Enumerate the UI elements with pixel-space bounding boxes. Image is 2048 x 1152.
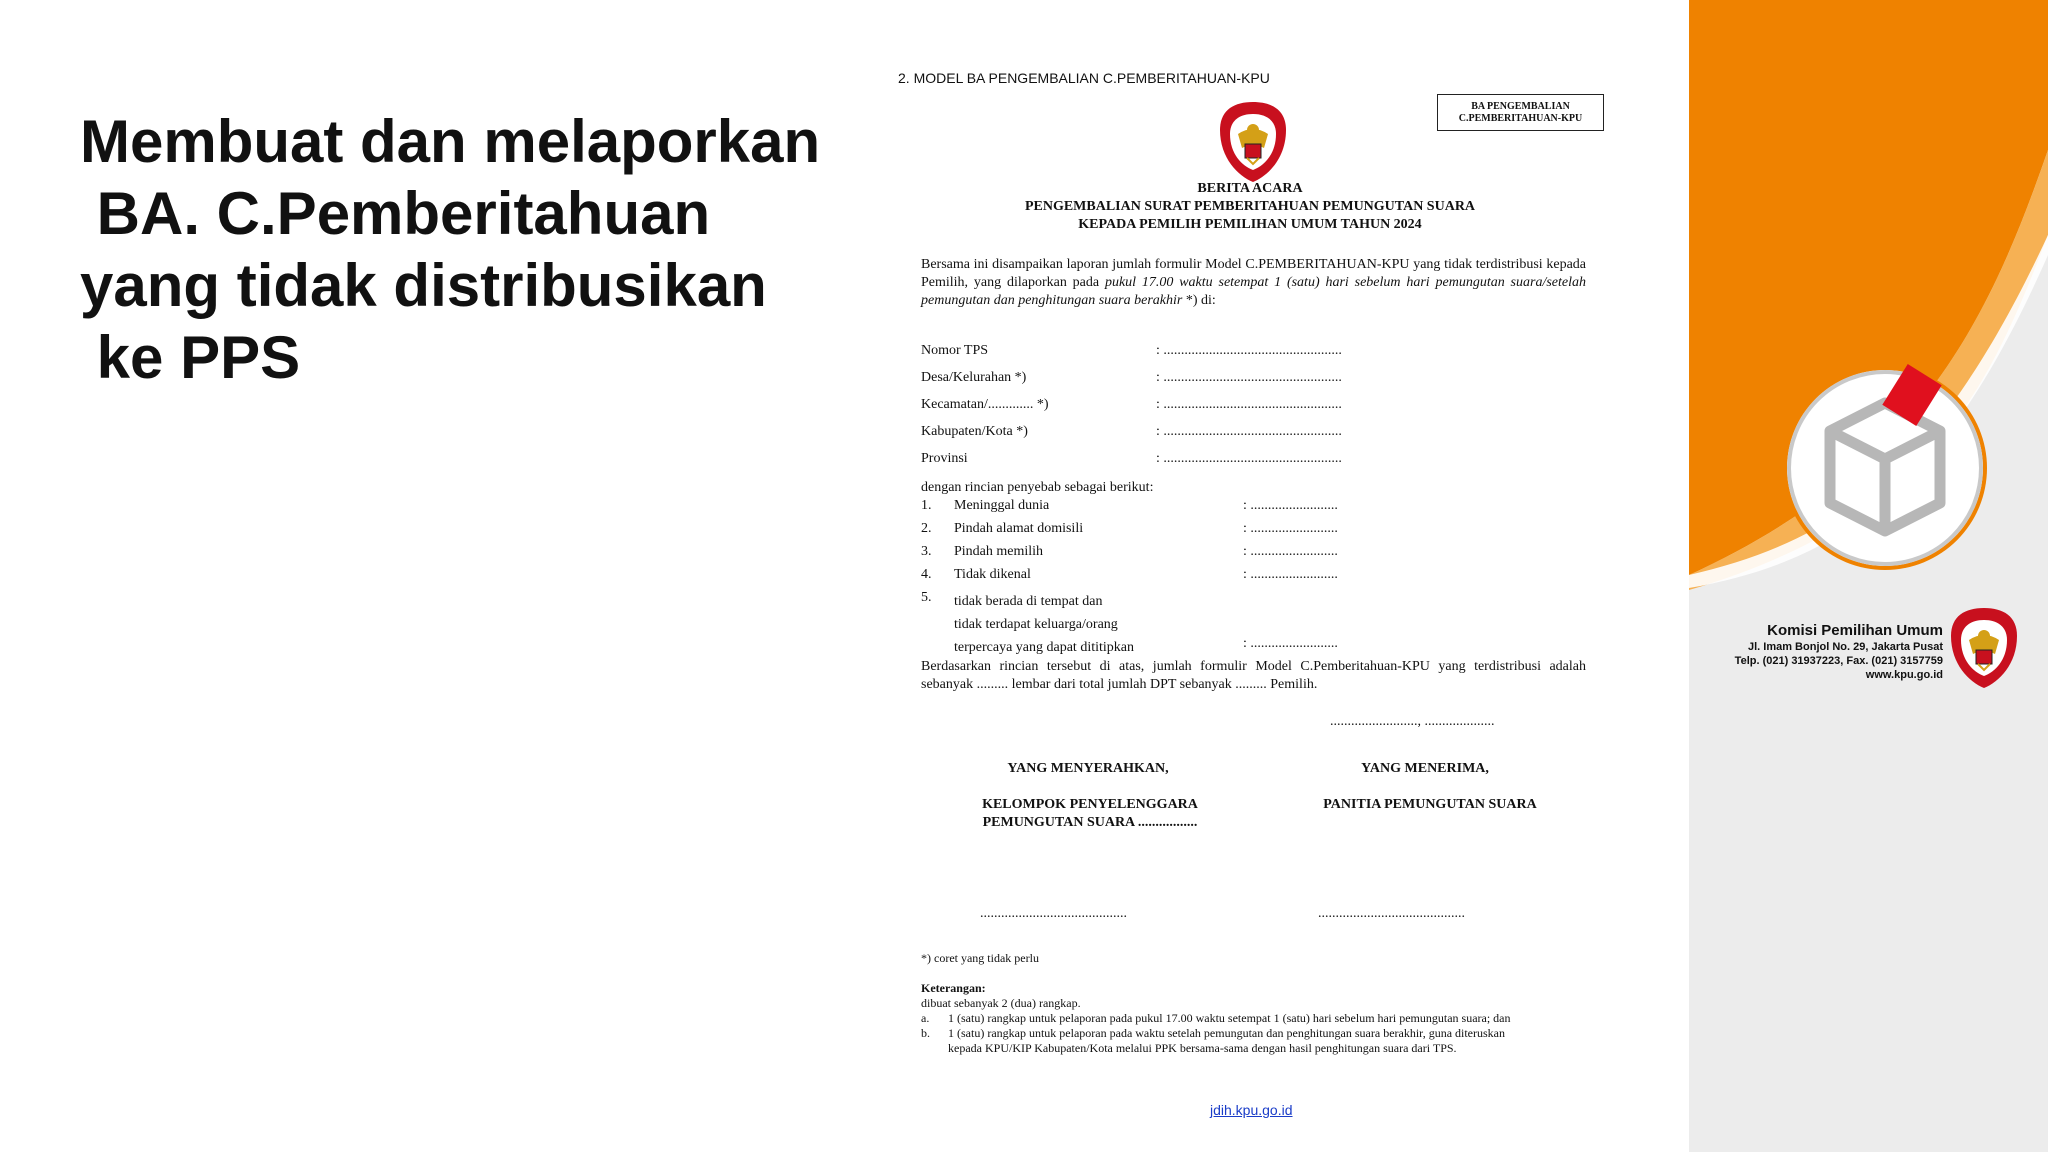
signature-line-right: .......................................... xyxy=(1318,906,1465,921)
reason-text-line: tidak berada di tempat dan xyxy=(954,594,1103,609)
heading-line: KEPADA PEMILIH PEMILIHAN UMUM TAHUN 2024 xyxy=(1078,217,1422,232)
reason-text: Pindah memilih xyxy=(954,544,1044,559)
field-value: : ................................................... xyxy=(1156,397,1342,412)
heading-line: PENGEMBALIAN SURAT PEMBERITAHUAN PEMUNGUTAN SUARA xyxy=(1024,199,1476,214)
doc-form-badge xyxy=(1437,94,1604,131)
org-website: www.kpu.go.id xyxy=(1865,669,1943,681)
field-label: Kabupaten/Kota *) xyxy=(921,424,1028,439)
keterangan-letter: b. xyxy=(921,1026,930,1040)
keterangan-intro: dibuat sebanyak 2 (dua) rangkap. xyxy=(921,996,1081,1010)
reason-item xyxy=(921,590,1421,660)
reason-number: 3. xyxy=(921,544,932,559)
heading-line: BERITA ACARA xyxy=(1197,181,1303,196)
reasons-list xyxy=(921,498,1421,660)
title-line: Membuat dan melaporkan xyxy=(80,108,821,175)
orange-swoosh xyxy=(1689,0,2048,1152)
reason-number: 1. xyxy=(921,498,932,513)
keterangan-title: Keterangan: xyxy=(921,981,986,995)
reason-value: : ......................... xyxy=(1243,567,1338,582)
field-label: Nomor TPS xyxy=(921,343,989,358)
location-fields xyxy=(921,343,1421,478)
ba-document xyxy=(880,60,1620,1130)
receiver-title: YANG MENERIMA, xyxy=(1361,761,1489,776)
kpu-emblem-icon xyxy=(1216,100,1290,184)
org-phone: Telp. (021) 31937223, Fax. (021) 3157759 xyxy=(1734,655,1943,667)
reason-text: Pindah alamat domisili xyxy=(954,521,1084,536)
badge-line: C.PEMBERITAHUAN-KPU xyxy=(1458,113,1583,124)
giver-org-line: PEMUNGUTAN SUARA ................. xyxy=(982,815,1198,830)
slide-title xyxy=(80,106,840,394)
field-value: : ................................................... xyxy=(1156,451,1342,466)
org-address: Jl. Imam Bonjol No. 29, Jakarta Pusat xyxy=(1747,641,1943,653)
field-row xyxy=(921,424,1421,451)
reason-text-line: tidak terdapat keluarga/orang xyxy=(954,617,1118,632)
field-label: Desa/Kelurahan *) xyxy=(921,370,1027,385)
reasons-intro: dengan rincian penyebab sebagai berikut: xyxy=(921,480,1154,495)
ballot-box-icon xyxy=(1780,363,1990,573)
field-row xyxy=(921,370,1421,397)
keterangan-letter: a. xyxy=(921,1011,930,1025)
reason-item xyxy=(921,498,1421,521)
reason-number: 5. xyxy=(921,590,932,605)
jdih-link[interactable]: jdih.kpu.go.id xyxy=(1210,1102,1293,1118)
keterangan-text: 1 (satu) rangkap untuk pelaporan pada pukul 17.00 waktu setempat 1 (satu) hari sebelum hari pemungutan suara; dan xyxy=(948,1011,1511,1025)
badge-line: BA PENGEMBALIAN xyxy=(1471,101,1570,112)
title-line: ke PPS xyxy=(80,324,301,391)
intro-text-end: *) di: xyxy=(1182,293,1216,308)
reason-item xyxy=(921,544,1421,567)
doc-summary: Berdasarkan rincian tersebut di atas, jumlah formulir Model C.Pemberitahuan-KPU yang terdistribusi adalah sebanyak ......... lembar dari total jumlah DPT sebanyak ......... Pemilih. xyxy=(921,659,1586,692)
giver-title: YANG MENYERAHKAN, xyxy=(1007,761,1169,776)
intro-text: Bersama ini disampaikan laporan jumlah formulir Model C.PEMBERITAHUAN-KPU yang tidak terdistribusi kepada Pemilih, yang dilaporkan pada xyxy=(921,257,1586,290)
reason-text: Meninggal dunia xyxy=(954,498,1050,513)
keterangan xyxy=(921,981,1541,1056)
doc-heading xyxy=(880,180,1620,234)
reason-text: Tidak dikenal xyxy=(954,567,1031,582)
org-name: Komisi Pemilihan Umum xyxy=(1767,622,1943,639)
reason-value: : ......................... xyxy=(1243,544,1338,559)
title-line: BA. C.Pemberitahuan xyxy=(80,180,711,247)
field-label: Provinsi xyxy=(921,451,968,466)
field-row xyxy=(921,397,1421,424)
field-value: : ................................................... xyxy=(1156,343,1342,358)
keterangan-item xyxy=(921,1026,1541,1056)
giver-org-line: KELOMPOK PENYELENGGARA xyxy=(982,797,1198,812)
intro-italic: pukul 17.00 waktu setempat 1 (satu) hari sebelum hari pemungutan suara/setelah pemungutan dan penghitungan suara berakhir xyxy=(921,275,1586,308)
receiver-org: PANITIA PEMUNGUTAN SUARA xyxy=(1323,797,1537,812)
reason-text-line: terpercaya yang dapat dititipkan xyxy=(954,640,1134,655)
doc-model-label: 2. MODEL BA PENGEMBALIAN C.PEMBERITAHUAN-KPU xyxy=(898,70,1270,86)
giver-org xyxy=(940,796,1240,832)
side-panel xyxy=(1689,0,2048,1152)
keterangan-text: 1 (satu) rangkap untuk pelaporan pada waktu setelah pemungutan dan penghitungan suara berakhir, guna diteruskan kepada KPU/KIP Kabupaten/Kota melalui PPK bersama-sama dengan hasil penghitungan suara dari TPS. xyxy=(948,1026,1506,1055)
field-value: : ................................................... xyxy=(1156,370,1342,385)
keterangan-item xyxy=(921,1011,1541,1026)
signature-line-left: .......................................... xyxy=(980,906,1127,921)
reason-text xyxy=(954,590,1134,659)
field-label: Kecamatan/............. *) xyxy=(921,397,1049,412)
doc-footnote: *) coret yang tidak perlu xyxy=(921,951,1039,965)
field-row xyxy=(921,451,1421,478)
kpu-contact-block xyxy=(1695,622,1943,682)
reason-item xyxy=(921,567,1421,590)
field-value: : ................................................... xyxy=(1156,424,1342,439)
reason-value: : ......................... xyxy=(1243,498,1338,513)
reason-number: 2. xyxy=(921,521,932,536)
place-date: ........................., .................... xyxy=(1330,714,1495,729)
reason-number: 4. xyxy=(921,567,932,582)
reason-item xyxy=(921,521,1421,544)
field-row xyxy=(921,343,1421,370)
kpu-emblem-icon xyxy=(1947,606,2021,690)
title-line: yang tidak distribusikan xyxy=(80,252,767,319)
doc-intro xyxy=(921,256,1586,310)
reason-value: : ......................... xyxy=(1243,521,1338,536)
reason-value: : ......................... xyxy=(1243,636,1338,651)
